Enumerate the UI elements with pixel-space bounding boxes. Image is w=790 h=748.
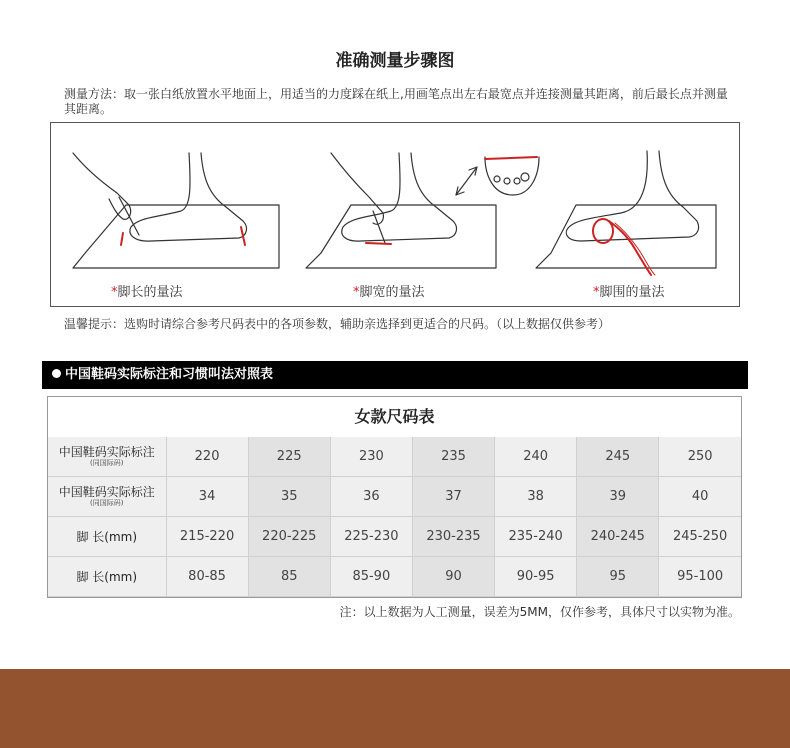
foot-width-drawing xyxy=(306,153,539,268)
foot-length-drawing xyxy=(73,153,279,268)
caption-text: 脚围的量法 xyxy=(599,285,665,300)
table-cell: 240-245 xyxy=(577,517,659,557)
disclaimer-note: 注：以上数据为人工测量，误差为5MM，仅作参考，具体尺寸以实物为准。 xyxy=(339,605,740,619)
row-header xyxy=(48,517,166,557)
row-header-label: 中国鞋码实际标注 xyxy=(58,485,155,499)
section-header-text: 中国鞋码实际标注和习惯叫法对照表 xyxy=(65,367,274,382)
table-cell: 220 xyxy=(166,437,248,477)
table-row xyxy=(48,437,741,477)
table-row xyxy=(48,477,741,517)
bullet-icon xyxy=(52,369,61,378)
caption-foot-girth xyxy=(593,281,665,300)
table-cell: 39 xyxy=(577,477,659,517)
table-row xyxy=(48,557,741,597)
caption-star: * xyxy=(353,285,360,300)
page-title: 准确测量步骤图 xyxy=(335,51,455,71)
caption-star: * xyxy=(111,285,118,300)
table-cell: 220-225 xyxy=(248,517,330,557)
foot-girth-drawing xyxy=(536,151,716,275)
measurement-illustration-panel xyxy=(50,122,740,307)
table-row xyxy=(48,517,741,557)
size-table-grid xyxy=(48,437,741,597)
caption-text: 脚宽的量法 xyxy=(359,285,425,300)
tip-text: 温馨提示：选购时请综合参考尺码表中的各项参数，辅助亲选择到更适合的尺码。（以上数据仅供参考） xyxy=(64,317,611,331)
table-cell: 80-85 xyxy=(166,557,248,597)
table-cell: 215-220 xyxy=(166,517,248,557)
table-cell: 90-95 xyxy=(495,557,577,597)
table-cell: 36 xyxy=(330,477,412,517)
table-cell: 245 xyxy=(577,437,659,477)
caption-star: * xyxy=(593,285,600,300)
table-cell: 95 xyxy=(577,557,659,597)
table-cell: 240 xyxy=(495,437,577,477)
table-cell: 230-235 xyxy=(412,517,494,557)
table-cell: 245-250 xyxy=(659,517,741,557)
caption-foot-width xyxy=(353,281,425,300)
table-cell: 235-240 xyxy=(495,517,577,557)
row-header-label: 中国鞋码实际标注 xyxy=(58,445,155,459)
section-header-bar xyxy=(42,361,748,389)
caption-foot-length xyxy=(111,281,183,300)
table-cell: 40 xyxy=(659,477,741,517)
row-header xyxy=(48,557,166,597)
row-header xyxy=(48,477,166,517)
table-cell: 90 xyxy=(412,557,494,597)
row-header xyxy=(48,437,166,477)
footer-band xyxy=(0,669,790,748)
row-header-sub: (同国际码) xyxy=(90,499,124,507)
measure-method-text: 测量方法：取一张白纸放置水平地面上，用适当的力度踩在纸上,用画笔点出左右最宽点并连接测量其距离，前后最长点并测量其距离。 xyxy=(64,87,728,116)
table-cell: 35 xyxy=(248,477,330,517)
row-header-sub: (同国际码) xyxy=(90,459,124,467)
table-cell: 225-230 xyxy=(330,517,412,557)
table-cell: 95-100 xyxy=(659,557,741,597)
table-cell: 37 xyxy=(412,477,494,517)
table-cell: 38 xyxy=(495,477,577,517)
table-cell: 85-90 xyxy=(330,557,412,597)
table-cell: 34 xyxy=(166,477,248,517)
size-table xyxy=(47,396,742,598)
row-header-label: 脚 长(mm) xyxy=(76,569,138,584)
caption-text: 脚长的量法 xyxy=(117,285,183,300)
table-cell: 225 xyxy=(248,437,330,477)
table-cell: 230 xyxy=(330,437,412,477)
table-cell: 250 xyxy=(659,437,741,477)
table-cell: 85 xyxy=(248,557,330,597)
size-table-title: 女款尺码表 xyxy=(48,397,741,438)
row-header-label: 脚 长(mm) xyxy=(76,529,138,544)
table-cell: 235 xyxy=(412,437,494,477)
